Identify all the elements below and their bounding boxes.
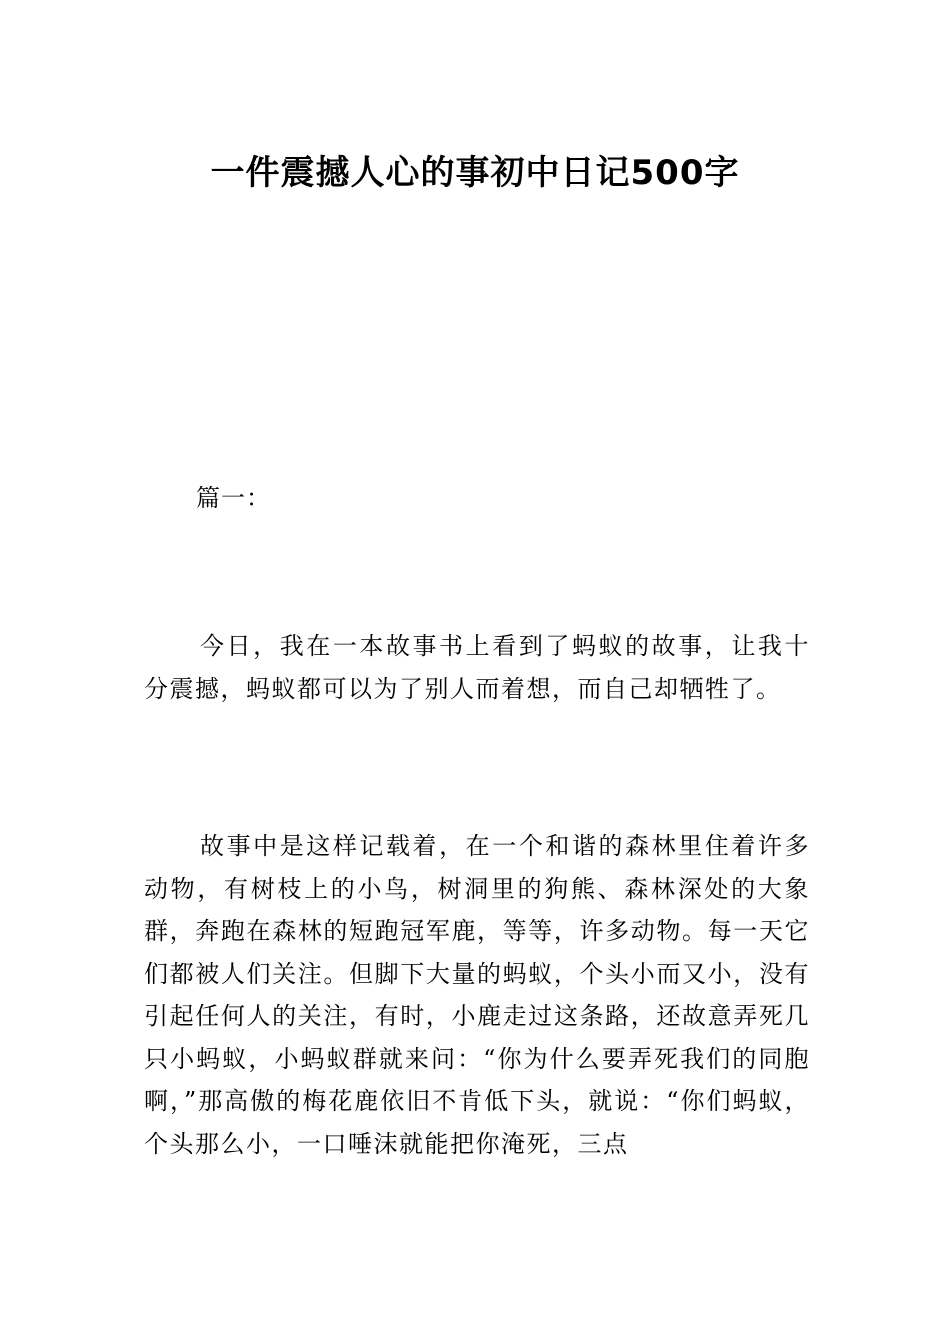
document-title: 一件震撼人心的事初中日记500字 (210, 152, 740, 193)
paragraph: 故事中是这样记载着，在一个和谐的森林里住着许多动物，有树枝上的小鸟，树洞里的狗熊、森林深处的大象群，奔跑在森林的短跑冠军鹿，等等，许多动物。每一天它们都被人们关注。但脚下大量的蚂蚁，个头小而又小，没有引起任何人的关注，有时，小鹿走过这条路，还故意弄死几只小蚂蚁，小蚂蚁群就来问：“你为什么要弄死我们的同胞啊，”那高傲的梅花鹿依旧不肯低下头，就说：“你们蚂蚁，个头那么小，一口唾沫就能把你淹死，三点 (144, 832, 810, 1158)
section-label: 篇一： (196, 484, 271, 512)
paragraph: 今日，我在一本故事书上看到了蚂蚁的故事，让我十分震撼，蚂蚁都可以为了别人而着想，而自己却牺牲了。 (144, 632, 810, 703)
